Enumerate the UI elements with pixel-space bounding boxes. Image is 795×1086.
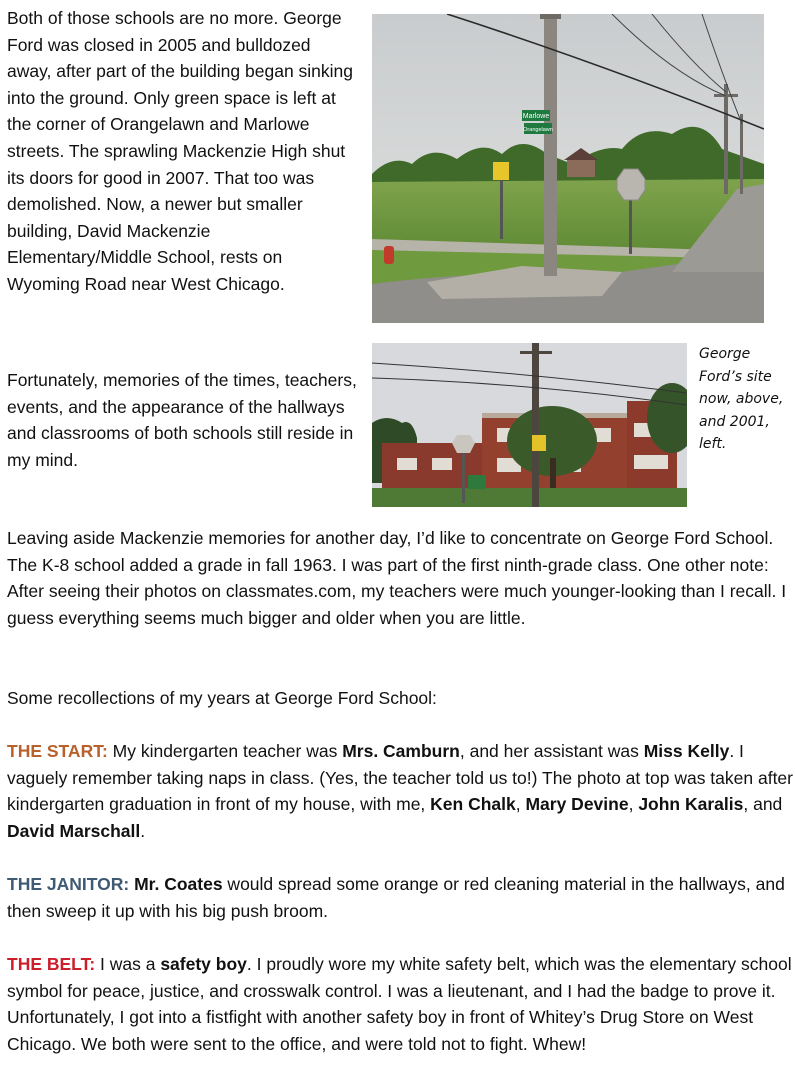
text: I was a (95, 954, 161, 974)
term-safety-boy: safety boy (160, 954, 247, 974)
text: , and (743, 794, 783, 815)
text: , and her assistant was (459, 741, 644, 761)
intro-paragraph-1: Both of those schools are no more. George Ford was closed in 2005 and bulldozed away, after part of the building began sinking into the ground. Only green space is left at the corner of Orangelawn and Marlowe streets. The sprawling Mackenzie High shut its doors for good in 2007. That too was demolished. Now, a newer but smaller building, David Mackenzie Elementary/Middle School, rests on Wyoming Road near West Chicago. (7, 8, 354, 294)
name-john-karalis: John Karalis (638, 794, 744, 815)
heading-the-belt: THE BELT: (7, 954, 96, 974)
name-mr-coates: Mr. Coates (134, 874, 223, 894)
street-sign-marlowe: Marlowe (522, 113, 550, 120)
section-the-belt (7, 951, 793, 1057)
name-mary-devine: Mary Devine (525, 794, 629, 815)
text: . (140, 820, 146, 841)
heading-the-start: THE START: (7, 741, 108, 761)
site-now-photo (372, 14, 764, 323)
section-the-start (7, 738, 793, 844)
name-miss-kelly: Miss Kelly (643, 741, 730, 761)
intro-paragraph-2: Fortunately, memories of the times, teachers, events, and the appearance of the hallways and classrooms of both schools still reside in my mind. (7, 370, 357, 470)
text: . I vaguely remember taking naps in class. (Yes, the teacher told us to!) The photo at top was taken after kindergarten graduation in front of my house, with me, (7, 741, 793, 815)
text: . I proudly wore my white safety belt, which was the elementary school symbol for peace, justice, and crosswalk control. I was a lieutenant, and I had the badge to prove it. Unfortunately, I got into a fistfight with another safety boy in front of Whitey’s Drug Store on West Chicago. We both were sent to the office, and were told not to fight. Whew! (7, 954, 792, 1054)
heading-the-janitor: THE JANITOR: (7, 874, 130, 894)
text: My kindergarten teacher was (107, 741, 343, 761)
name-david-marschall: David Marschall (7, 820, 141, 841)
recollections-intro: Some recollections of my years at George Ford School: (7, 688, 437, 708)
text: , (628, 794, 639, 815)
text: , (515, 794, 526, 815)
name-mrs-camburn: Mrs. Camburn (342, 741, 460, 761)
section-the-janitor (7, 871, 793, 924)
street-sign-orangelawn: Orangelawn (523, 127, 553, 133)
name-ken-chalk: Ken Chalk (430, 794, 516, 815)
school-2001-photo (372, 343, 687, 507)
photo-caption: George Ford’s site now, above, and 2001, left. (699, 346, 784, 453)
text: would spread some orange or red cleaning material in the hallways, and then sweep it up with his big push broom. (7, 874, 785, 921)
body-paragraph-3: Leaving aside Mackenzie memories for another day, I’d like to concentrate on George Ford School. The K-8 school added a grade in fall 1963. I was part of the first ninth-grade class. One other note: After seeing their photos on classmates.com, my teachers were much younger-looking than I recall. I guess everything seems much bigger and older when you are little. (7, 528, 787, 628)
